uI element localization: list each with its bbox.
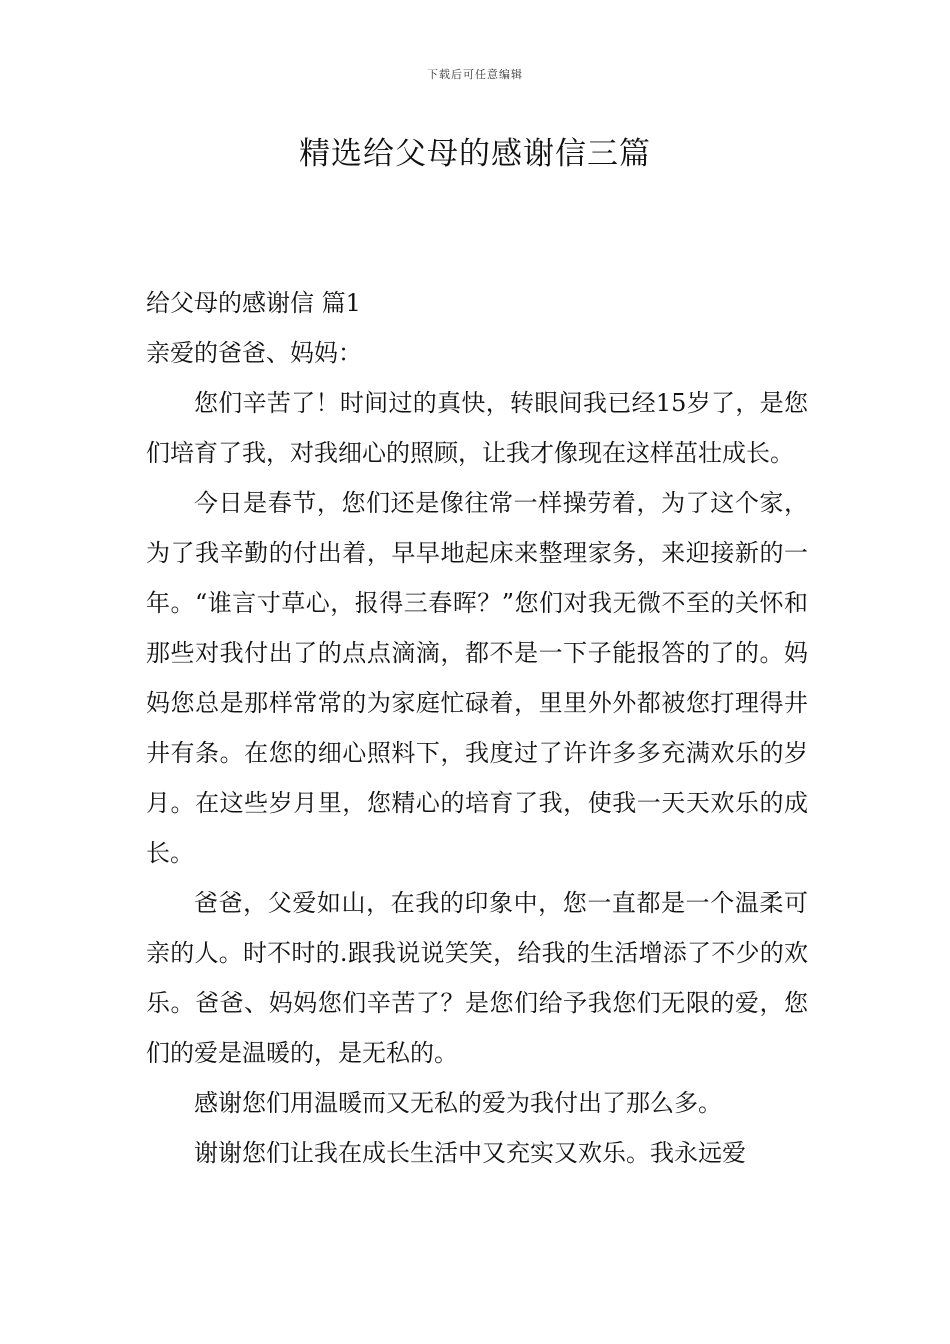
section-heading: 给父母的感谢信 篇1 [146,289,361,317]
paragraph: 今日是春节，您们还是像往常一样操劳着，为了这个家，为了我辛勤的付出着，早早地起床来整理家务，来迎接新的一年。“谁言寸草心，报得三春晖？”您们对我无微不至的关怀和那些对我付出了的点点滴滴，都不是一下子能报答的了的。妈妈您总是那样常常的为家庭忙碌着，里里外外都被您打理得井井有条。在您的细心照料下，我度过了许许多多充满欢乐的岁月。在这些岁月里，您精心的培育了我，使我一天天欢乐的成长。 [146,489,808,867]
document-body [146,278,808,1178]
paragraph: 爸爸，父爱如山，在我的印象中，您一直都是一个温柔可亲的人。时不时的.跟我说说笑笑，给我的生活增添了不少的欢乐。爸爸、妈妈您们辛苦了？是您们给予我您们无限的爱，您们的爱是温暖的，是无私的。 [146,889,808,1067]
paragraph: 您们辛苦了！时间过的真快，转眼间我已经15岁了，是您们培育了我，对我细心的照顾，让我才像现在这样茁壮成长。 [146,389,808,467]
paragraph: 谢谢您们让我在成长生活中又充实又欢乐。我永远爱 [194,1139,746,1167]
salutation: 亲爱的爸爸、妈妈： [146,339,362,367]
document-title: 精选给父母的感谢信三篇 [299,136,651,172]
header-note: 下载后可任意编辑 [427,68,523,81]
paragraph: 感谢您们用温暖而又无私的爱为我付出了那么多。 [194,1089,722,1117]
